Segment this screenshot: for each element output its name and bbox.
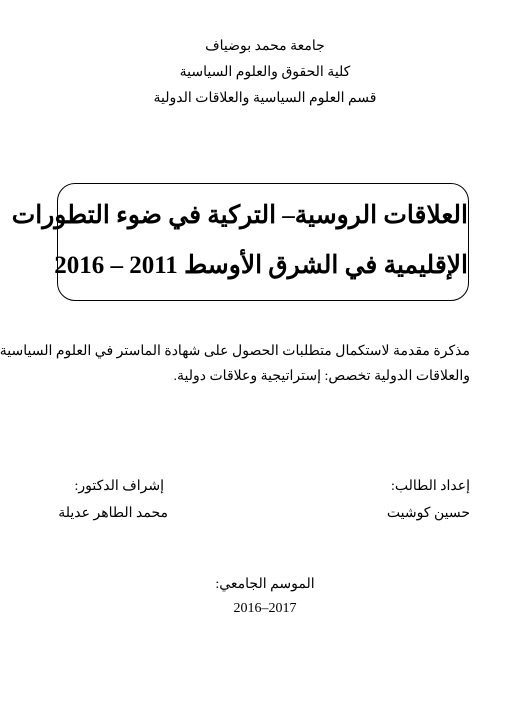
department-name: قسم العلوم السياسية والعلاقات الدولية bbox=[153, 91, 377, 106]
student-label: إعداد الطالب: bbox=[390, 479, 470, 494]
title-box bbox=[11, 183, 469, 301]
thesis-title-line-1: العلاقات الروسية– التركية في ضوء التطورات bbox=[11, 202, 468, 229]
faculty-name: كلية الحقوق والعلوم السياسية bbox=[179, 65, 351, 80]
supervisor-label: إشراف الدكتور: bbox=[74, 479, 164, 494]
supervisor-name: محمد الطاهر عديلة bbox=[58, 506, 168, 521]
thesis-title-line-2: الإقليمية في الشرق الأوسط 2011 – 2016 bbox=[54, 252, 468, 279]
description-line-1: مذكرة مقدمة لاستكمال متطلبات الحصول على شهادة الماستر في العلوم السياسية bbox=[0, 344, 470, 359]
academic-year-label: الموسم الجامعي: bbox=[215, 577, 315, 592]
academic-year-value: 2016–2017 bbox=[233, 601, 297, 616]
description-line-2: والعلاقات الدولية تخصص: إستراتيجية وعلاقات دولية. bbox=[173, 369, 470, 384]
university-name: جامعة محمد بوضياف bbox=[205, 39, 325, 54]
student-name: حسين كوشيت bbox=[386, 506, 470, 521]
